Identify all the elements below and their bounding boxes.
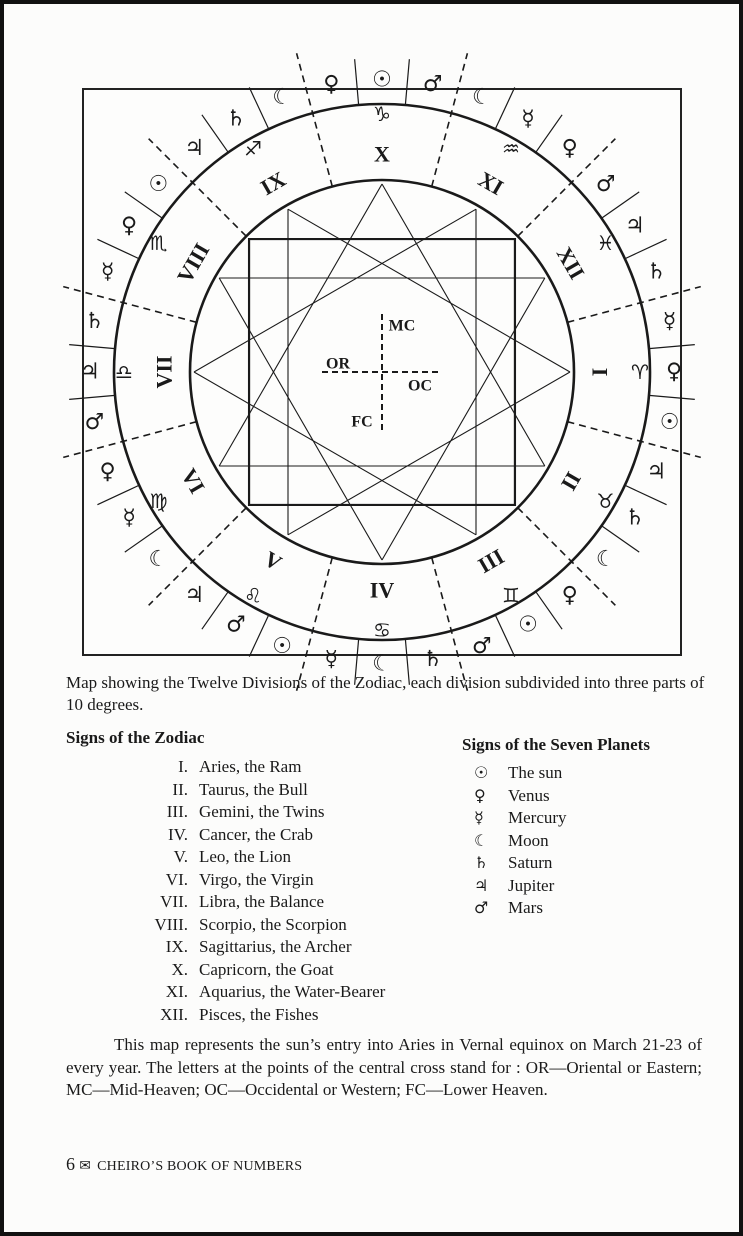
planet-name: Jupiter	[508, 875, 555, 895]
subdivision-tick	[97, 485, 139, 504]
planet-name: The sun	[508, 763, 563, 782]
zodiac-numeral: X.	[171, 959, 188, 979]
planet-symbol-icon: ♂	[84, 410, 105, 436]
zodiac-sign-icon: ♈	[631, 360, 649, 384]
planet-symbol-icon: ♃	[646, 459, 667, 485]
planet-symbol-icon: ♃	[80, 359, 100, 385]
division-line	[567, 422, 700, 458]
subdivision-tick	[69, 395, 115, 399]
mercury-icon: ☿	[474, 808, 484, 827]
planet-item	[474, 852, 567, 875]
zodiac-sign-icon: ♋	[373, 618, 391, 642]
zodiac-numeral: XI.	[165, 982, 188, 1001]
subdivision-tick	[249, 87, 268, 129]
planet-name: Saturn	[508, 853, 553, 872]
subdivision-tick	[536, 115, 562, 153]
moon-icon: ☾	[474, 830, 489, 850]
zodiac-item	[66, 869, 446, 892]
planet-symbol-icon: ♀	[665, 359, 683, 385]
book-title: CHEIRO’S BOOK OF NUMBERS	[97, 1159, 303, 1174]
zodiac-item	[66, 891, 446, 914]
zodiac-item	[66, 824, 446, 847]
zodiac-item	[66, 801, 446, 824]
house-numeral: IV	[369, 577, 395, 603]
subdivision-tick	[202, 115, 228, 153]
planet-symbol-icon: ☾	[472, 85, 492, 111]
house-numeral: III	[473, 543, 509, 579]
zodiac-heading: Signs of the Zodiac	[66, 728, 205, 747]
planet-symbol-icon: ♀	[561, 583, 578, 609]
zodiac-sign-icon: ♒	[502, 136, 520, 161]
planet-symbol-icon: ♃	[625, 213, 645, 239]
zodiac-item	[66, 756, 446, 779]
planet-symbol-icon: ♀	[121, 213, 138, 239]
planet-symbol-icon: ♃	[184, 135, 205, 161]
planet-item	[474, 785, 567, 808]
planet-item	[474, 875, 567, 898]
zodiac-sign-icon: ♊	[502, 583, 520, 608]
planet-name: Moon	[508, 830, 549, 850]
zodiac-sign-icon: ♑	[373, 102, 391, 126]
saturn-icon: ♄	[474, 853, 489, 872]
house-numeral: VIII	[171, 238, 215, 288]
planet-symbol-icon: ☉	[372, 67, 392, 93]
zodiac-list	[66, 756, 446, 1026]
subdivision-tick	[495, 87, 514, 129]
house-numeral: XI	[474, 166, 508, 201]
division-line	[63, 287, 196, 323]
planet-symbol-icon: ☿	[662, 308, 677, 334]
planet-item	[474, 762, 567, 785]
venus-icon: ♀	[474, 785, 486, 805]
zodiac-name: Virgo, the Virgin	[199, 869, 314, 889]
planet-symbol-icon: ☾	[148, 547, 169, 573]
planet-symbol-icon: ☉	[659, 410, 680, 436]
zodiac-numeral: III.	[166, 802, 188, 821]
house-numeral: X	[374, 141, 390, 167]
zodiac-wheel	[80, 67, 683, 677]
planet-symbol-icon: ♀	[323, 71, 340, 97]
subdivision-tick	[405, 59, 409, 105]
zodiac-name: Capricorn, the Goat	[199, 959, 334, 979]
house-numeral: VII	[151, 355, 177, 389]
subdivision-tick	[202, 592, 228, 630]
zodiac-item	[66, 846, 446, 869]
star-line	[194, 372, 476, 535]
zodiac-item	[66, 981, 446, 1004]
zodiac-name: Leo, the Lion	[199, 847, 292, 866]
zodiac-name: Sagittarius, the Archer	[199, 937, 352, 956]
planets-list	[474, 762, 567, 920]
planet-symbol-icon: ☾	[272, 85, 292, 111]
cross-label-oc: OC	[408, 377, 432, 395]
planet-symbol-icon: ♀	[99, 459, 116, 485]
planet-symbol-icon: ♂	[422, 71, 443, 97]
star-line	[288, 372, 570, 535]
zodiac-name: Pisces, the Fishes	[199, 1004, 319, 1024]
cross-label-or: OR	[326, 355, 350, 373]
zodiac-sign-icon: ♎	[115, 360, 133, 384]
zodiac-name: Scorpio, the Scorpion	[199, 914, 347, 934]
figure-caption: Map showing the Twelve Divisions of the Zodiac, each division subdivided into three parts of 10 degrees.	[66, 673, 705, 714]
division-line	[567, 287, 700, 323]
planet-symbol-icon: ♄	[226, 106, 246, 132]
zodiac-name: Libra, the Balance	[199, 892, 325, 911]
zodiac-numeral: IX.	[165, 937, 188, 956]
subdivision-tick	[69, 345, 115, 349]
zodiac-item	[66, 959, 446, 982]
zodiac-sign-icon: ♐	[244, 136, 262, 161]
planet-symbol-icon: ♂	[595, 171, 616, 197]
planet-name: Mars	[508, 898, 543, 917]
planet-symbol-icon: ☾	[595, 547, 616, 573]
zodiac-item	[66, 914, 446, 937]
zodiac-name: Taurus, the Bull	[199, 779, 308, 799]
zodiac-name: Gemini, the Twins	[199, 802, 325, 821]
zodiac-sign-icon: ♉	[596, 489, 615, 513]
house-numeral: XII	[551, 242, 590, 284]
subdivision-tick	[249, 615, 268, 657]
planet-symbol-icon: ♄	[646, 259, 667, 285]
page-number: 6	[66, 1154, 76, 1174]
zodiac-numeral: V.	[173, 847, 188, 866]
zodiac-sign-icon: ♓	[596, 231, 615, 255]
planet-name: Venus	[508, 785, 550, 805]
zodiac-numeral: VIII.	[154, 914, 188, 934]
planet-symbol-icon: ☿	[521, 106, 535, 132]
star-line	[288, 209, 570, 372]
planet-symbol-icon: ☉	[518, 612, 538, 638]
zodiac-numeral: I.	[178, 757, 188, 776]
subdivision-tick	[649, 395, 695, 399]
zodiac-sign-icon: ♌	[244, 583, 262, 608]
house-numeral: V	[259, 545, 287, 576]
zodiac-diagram	[80, 67, 683, 677]
sun-icon: ☉	[474, 763, 489, 782]
star-line	[194, 209, 476, 372]
zodiac-name: Aquarius, the Water-Bearer	[199, 982, 386, 1001]
zodiac-item	[66, 779, 446, 802]
planet-symbol-icon: ☿	[122, 505, 136, 531]
subdivision-tick	[625, 239, 667, 258]
zodiac-name: Cancer, the Crab	[199, 824, 314, 844]
subdivision-tick	[97, 239, 139, 258]
zodiac-item	[66, 936, 446, 959]
zodiac-item	[66, 1004, 446, 1027]
house-numeral: IX	[256, 166, 290, 201]
page-footer	[66, 1154, 302, 1175]
zodiac-numeral: IV.	[168, 824, 188, 844]
planet-item	[474, 807, 567, 830]
zodiac-sign-icon: ♏	[149, 231, 168, 255]
zodiac-sign-icon: ♍	[149, 489, 168, 513]
planet-item	[474, 830, 567, 853]
planet-symbol-icon: ☿	[324, 647, 339, 673]
subdivision-tick	[495, 615, 514, 657]
planet-symbol-icon: ♄	[422, 647, 443, 673]
division-line	[63, 422, 196, 458]
planet-symbol-icon: ☾	[372, 651, 392, 677]
subdivision-tick	[625, 485, 667, 504]
planet-symbol-icon: ♄	[625, 505, 645, 531]
planet-symbol-icon: ☉	[272, 633, 292, 659]
planet-symbol-icon: ♀	[561, 135, 578, 161]
zodiac-numeral: XII.	[160, 1004, 188, 1024]
planet-symbol-icon: ☿	[100, 259, 115, 285]
planet-symbol-icon: ♃	[184, 583, 205, 609]
house-numeral: I	[587, 367, 613, 377]
zodiac-numeral: VII.	[160, 892, 188, 911]
planet-symbol-icon: ♄	[84, 308, 105, 334]
jupiter-icon: ♃	[474, 875, 489, 895]
planet-symbol-icon: ♂	[472, 633, 492, 659]
subdivision-tick	[536, 592, 562, 630]
planets-heading: Signs of the Seven Planets	[462, 735, 650, 754]
planet-symbol-icon: ♂	[226, 612, 246, 638]
zodiac-numeral: II.	[172, 779, 188, 799]
envelope-icon: ✉	[79, 1158, 92, 1174]
cross-label-fc: FC	[351, 413, 373, 431]
zodiac-name: Aries, the Ram	[199, 757, 302, 776]
subdivision-tick	[649, 345, 695, 349]
house-numeral: VI	[176, 464, 211, 498]
subdivision-tick	[355, 59, 359, 105]
body-paragraph: This map represents the sun’s entry into Aries in Vernal equinox on March 21-23 of every year. The letters at the points of the central cross stand for : OR—Oriental or Eastern; MC—Mid-Heaven; OC—Occidental or Western; FC—Lower Heaven.	[66, 1035, 702, 1099]
zodiac-numeral: VI.	[165, 869, 188, 889]
mars-icon: ♂	[474, 898, 489, 917]
planet-symbol-icon: ☉	[148, 171, 169, 197]
planet-item	[474, 897, 567, 920]
house-numeral: II	[555, 467, 586, 495]
planet-name: Mercury	[508, 808, 567, 827]
cross-label-mc: MC	[388, 317, 416, 335]
